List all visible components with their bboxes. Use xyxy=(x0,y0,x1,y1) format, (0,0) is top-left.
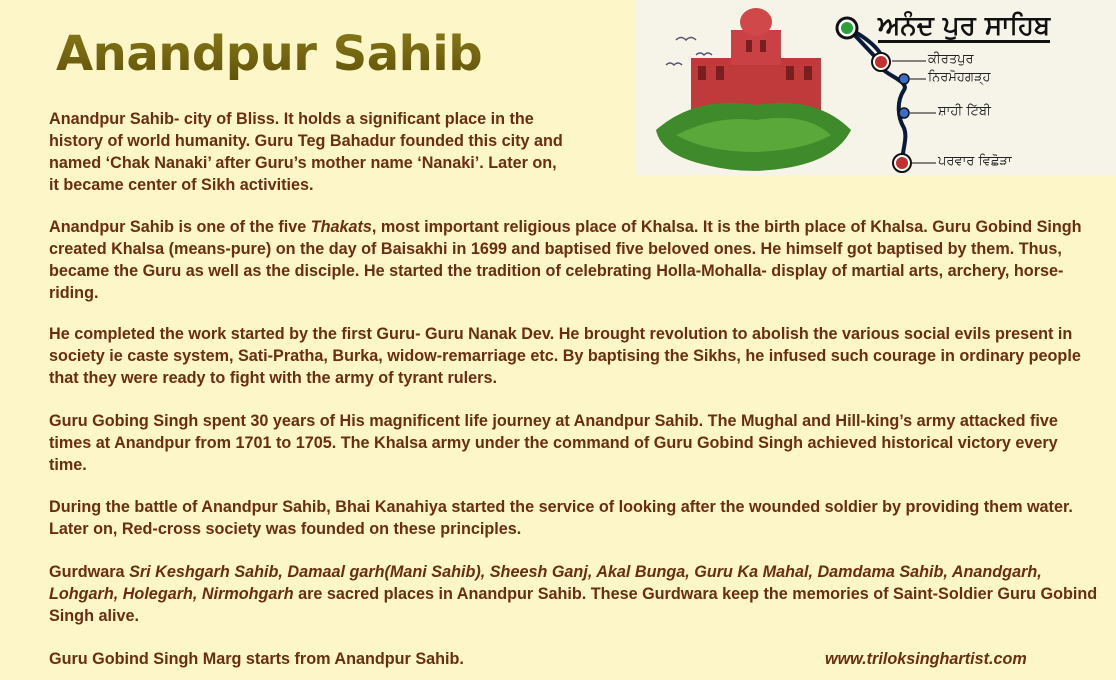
khalsa-paragraph xyxy=(49,216,1089,304)
emphasis-text: Thakats xyxy=(310,218,372,236)
paragraph-text: , most important religious place of Khalsa. It is the birth place of Khalsa. Guru Gobind Singh created Khalsa (means-pure) on the day of Baisakhi in 1699 and baptised five beloved ones. He himself got baptised by them. Thus, became the Guru as well as the disciple. He started the tradition of celebrating Holla-Mohalla- display of martial arts, archery, horse-riding. xyxy=(49,218,1082,302)
map-stop-label: ਪਰਵਾਰ ਵਿਛੋੜਾ xyxy=(938,154,1012,169)
intro-paragraph: Anandpur Sahib- city of Bliss. It holds a significant place in the history of world humanity. Guru Teg Bahadur founded this city and named ‘Chak Nanaki’ after Guru’s mother name ‘Nanaki’. Later on, it became center of Sikh activities. xyxy=(49,110,563,194)
map-title: ਅਨੰਦ ਪੁਰ ਸਾਹਿਬ xyxy=(878,11,1051,41)
emphasis-text: Sri Keshgarh Sahib, Damaal garh(Mani Sahib), Sheesh Ganj, Akal Bunga, Guru Ka Mahal, Damdama Sahib, Anandgarh, Lohgarh, Holegarh, Nirmohgarh xyxy=(49,563,1042,603)
marg-paragraph: Guru Gobind Singh Marg starts from Anandpur Sahib. xyxy=(49,650,464,668)
map-stop-label: ਕੀਰਤਪੁਰ xyxy=(928,52,974,67)
paragraph-text: Gurdwara xyxy=(49,563,130,581)
battles-paragraph: Guru Gobing Singh spent 30 years of His magnificent life journey at Anandpur Sahib. The Mughal and Hill-king’s army attacked five times at Anandpur from 1701 to 1705. The Khalsa army under the command of Guru Gobind Singh achieved historical victory every time. xyxy=(49,412,1058,474)
paragraph-text: are sacred places in Anandpur Sahib. These Gurdwara keep the memories of Saint-Soldier Guru Gobind Singh alive. xyxy=(49,585,1098,625)
reform-paragraph: He completed the work started by the first Guru- Guru Nanak Dev. He brought revolution to abolish the various social evils present in society ie caste system, Sati-Pratha, Burka, widow-remarriage etc. By baptising the Sikhs, he infused such courage in ordinary people that they were ready to fight with the army of tyrant rulers. xyxy=(49,325,1081,387)
page-title: Anandpur Sahib xyxy=(56,26,483,82)
map-stop-label: ਸ਼ਾਹੀ ਟਿੱਬੀ xyxy=(938,104,991,119)
gurdwaras-paragraph xyxy=(49,561,1099,627)
paragraph-text: Anandpur Sahib is one of the five xyxy=(49,218,311,236)
kanahiya-paragraph: During the battle of Anandpur Sahib, Bhai Kanahiya started the service of looking after the wounded soldier by providing them water. Later on, Red-cross society was founded on these principles. xyxy=(49,498,1073,538)
website-link[interactable]: www.triloksinghartist.com xyxy=(825,650,1027,668)
map-stop-label: ਨਿਰਮੋਹਗੜ੍ਹ xyxy=(928,70,991,85)
